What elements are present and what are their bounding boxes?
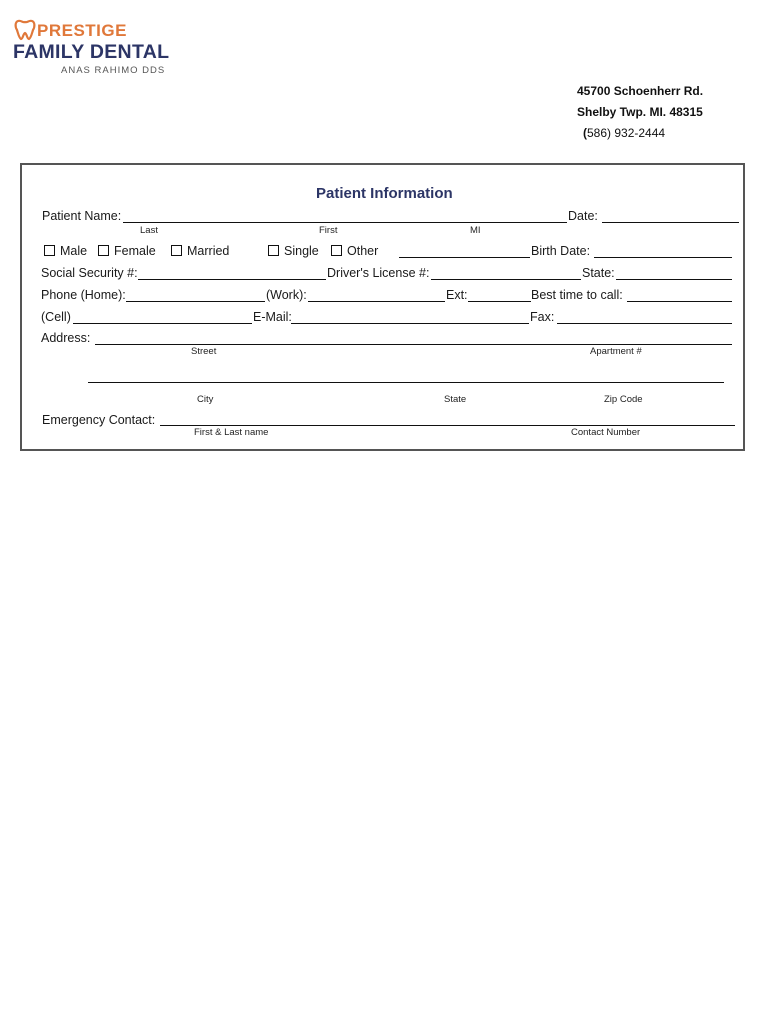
- last-name-caption: Last: [140, 225, 158, 236]
- ssn-label: Social Security #:: [41, 266, 138, 280]
- emergency-contact-label: Emergency Contact:: [42, 413, 156, 427]
- phone-home-label: Phone (Home):: [41, 288, 126, 302]
- best-time-field[interactable]: [627, 301, 732, 302]
- mi-caption: MI: [470, 225, 481, 236]
- zip-caption: Zip Code: [604, 394, 643, 405]
- street-caption: Street: [191, 346, 217, 357]
- single-checkbox-box[interactable]: [268, 245, 279, 256]
- ext-label: Ext:: [446, 288, 468, 302]
- patient-name-field[interactable]: [123, 222, 567, 223]
- contact-number-caption: Contact Number: [571, 427, 641, 438]
- drivers-license-label: Driver's License #:: [327, 266, 430, 280]
- ssn-field[interactable]: [138, 279, 326, 280]
- logo: [13, 17, 173, 77]
- practice-address: [577, 84, 757, 144]
- female-label: Female: [114, 244, 156, 258]
- city-caption: City: [197, 394, 214, 405]
- state-label: State:: [582, 266, 615, 280]
- single-label: Single: [284, 244, 319, 258]
- logo-family-dental-text: FAMILY DENTAL: [13, 41, 170, 63]
- email-label: E-Mail:: [253, 310, 292, 324]
- cell-field[interactable]: [73, 323, 252, 324]
- checkbox-single[interactable]: [268, 244, 319, 258]
- email-field[interactable]: [291, 323, 529, 324]
- male-checkbox-box[interactable]: [44, 245, 55, 256]
- address-phone-paren: (: [583, 126, 587, 140]
- cell-label: (Cell): [41, 310, 71, 324]
- checkbox-male[interactable]: [44, 244, 87, 258]
- address-city: Shelby Twp. MI. 48315: [577, 105, 703, 119]
- form-title: Patient Information: [316, 185, 453, 202]
- first-last-name-caption: First & Last name: [194, 427, 269, 438]
- patient-name-label: Patient Name:: [42, 209, 122, 223]
- female-checkbox-box[interactable]: [98, 245, 109, 256]
- drivers-license-field[interactable]: [431, 279, 581, 280]
- address-label: Address:: [41, 331, 91, 345]
- phone-home-field[interactable]: [126, 301, 265, 302]
- checkbox-other[interactable]: [331, 244, 378, 258]
- emergency-contact-field[interactable]: [160, 425, 735, 426]
- other-label: Other: [347, 244, 379, 258]
- apartment-caption: Apartment #: [590, 346, 642, 357]
- other-checkbox-box[interactable]: [331, 245, 342, 256]
- best-time-label: Best time to call:: [531, 288, 623, 302]
- city-state-zip-field[interactable]: [88, 382, 724, 383]
- fax-field[interactable]: [557, 323, 732, 324]
- ext-field[interactable]: [468, 301, 531, 302]
- birth-date-label: Birth Date:: [531, 244, 591, 258]
- address-phone: [583, 126, 665, 140]
- married-checkbox-box[interactable]: [171, 245, 182, 256]
- phone-work-field[interactable]: [308, 301, 445, 302]
- phone-work-label: (Work):: [266, 288, 307, 302]
- address-phone-number: 586) 932-2444: [587, 126, 666, 140]
- birth-date-field[interactable]: [594, 257, 732, 258]
- checkbox-female[interactable]: [98, 244, 156, 258]
- date-field[interactable]: [602, 222, 739, 223]
- date-label: Date:: [568, 209, 598, 223]
- state-field[interactable]: [616, 279, 732, 280]
- other-field[interactable]: [399, 257, 530, 258]
- male-label: Male: [60, 244, 88, 258]
- logo-prestige-text: PRESTIGE: [37, 21, 127, 40]
- married-label: Married: [187, 244, 230, 258]
- address-street: 45700 Schoenherr Rd.: [577, 84, 704, 98]
- state-caption: State: [444, 394, 467, 405]
- logo-doctor-name: ANAS RAHIMO DDS: [61, 65, 166, 76]
- tooth-icon: [14, 18, 36, 42]
- checkbox-married[interactable]: [171, 244, 229, 258]
- patient-information-form: [20, 163, 745, 451]
- fax-label: Fax:: [530, 310, 555, 324]
- street-field[interactable]: [95, 344, 732, 345]
- first-name-caption: First: [319, 225, 338, 236]
